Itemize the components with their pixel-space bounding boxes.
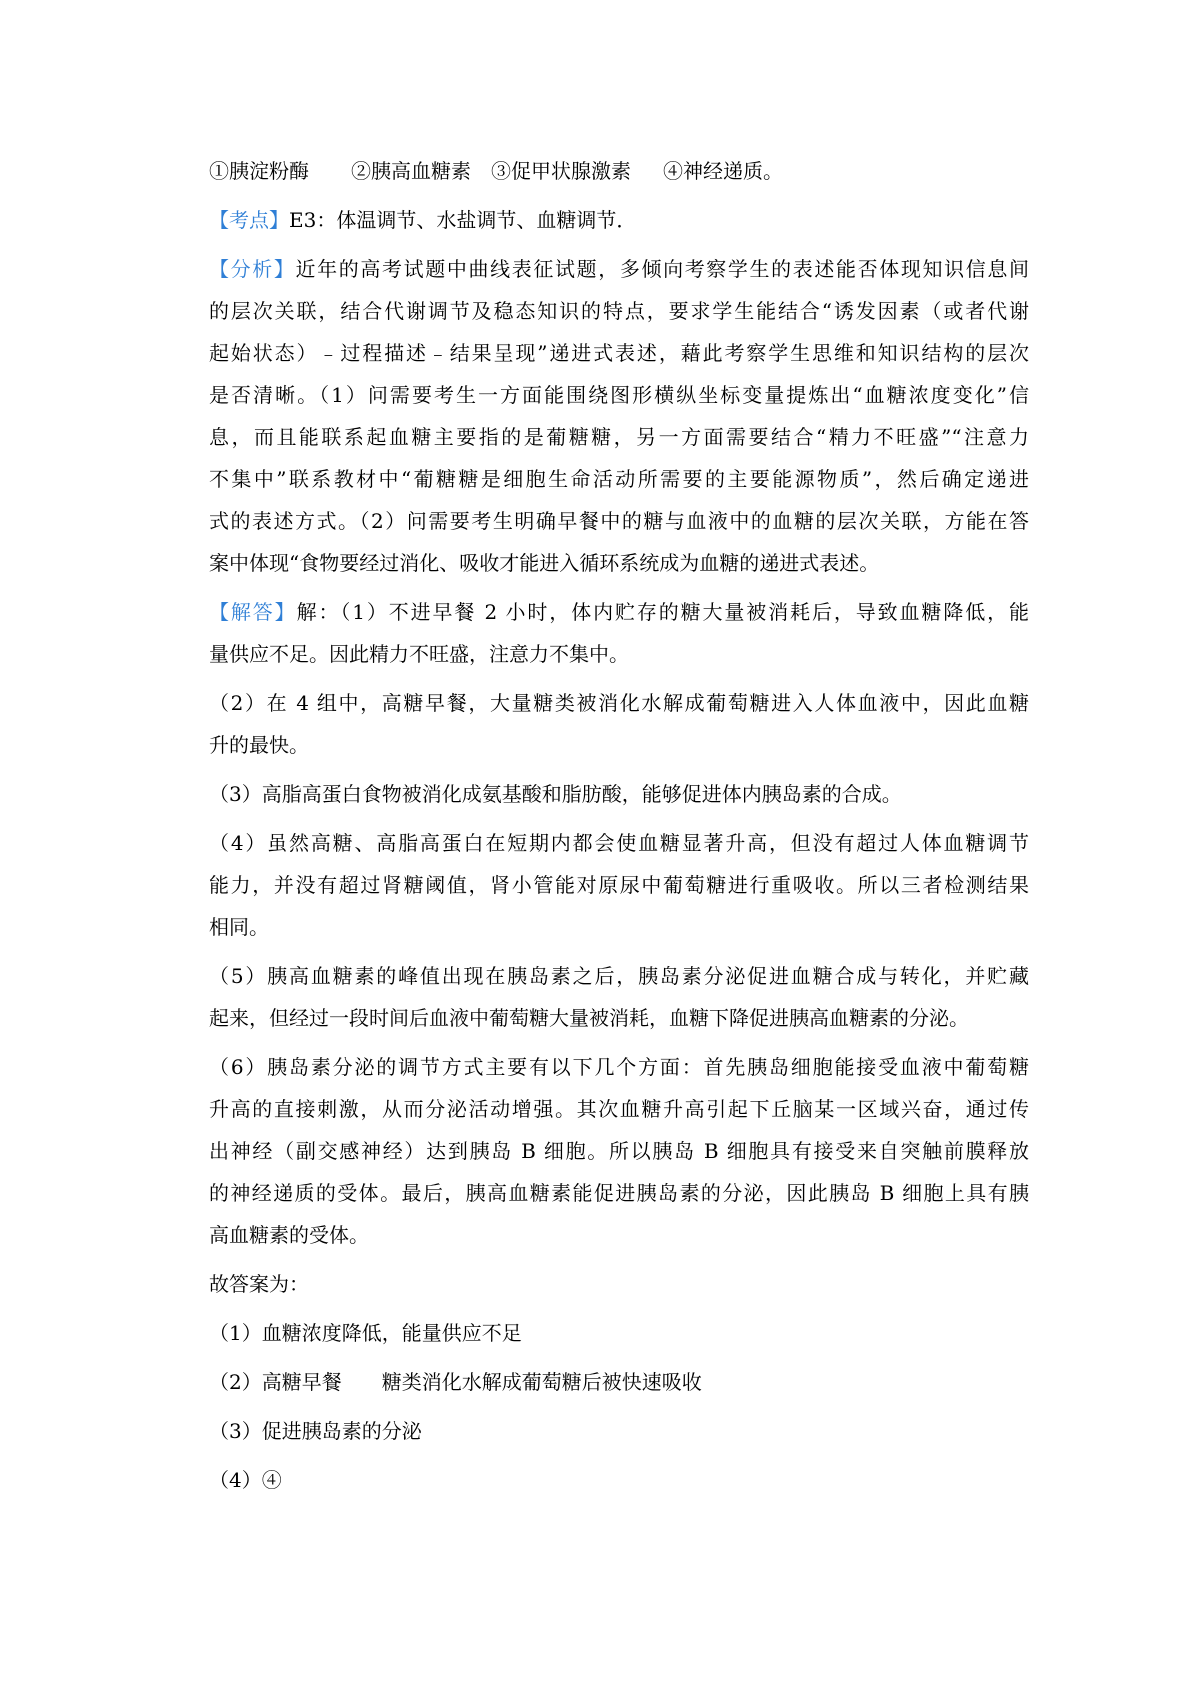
answer-3: （3）促进胰岛素的分泌 (209, 1419, 422, 1443)
option-2: ②胰高血糖素 (351, 159, 471, 183)
jieda-line: 升高的直接刺激，从而分泌活动增强。其次血糖升高引起下丘脑某一区域兴奋，通过传 (209, 1097, 1029, 1121)
jieda-label: 【解答】 (209, 600, 297, 624)
jieda-paragraph-6 (209, 1046, 1029, 1256)
kaodian-line (209, 199, 1029, 241)
jieda-line: （5）胰高血糖素的峰值出现在胰岛素之后，胰岛素分泌促进血糖合成与转化，并贮藏 (209, 964, 1029, 988)
kaodian-label: 【考点】 (209, 208, 289, 232)
jieda-line: 升的最快。 (209, 733, 309, 757)
jieda-line: （3）高脂高蛋白食物被消化成氨基酸和脂肪酸，能够促进体内胰岛素的合成。 (209, 782, 902, 806)
fenxi-label: 【分析】 (209, 257, 296, 281)
answer-1: （1）血糖浓度降低，能量供应不足 (209, 1321, 522, 1345)
jieda-paragraph-2 (209, 682, 1029, 766)
kaodian-text: E3：体温调节、水盐调节、血糖调节． (289, 208, 637, 232)
answer-2-part-1: （2）高糖早餐 (209, 1370, 342, 1394)
kaodian-block (209, 199, 1029, 241)
answer-4: （4）④ (209, 1468, 282, 1492)
jieda-line: 出神经（副交感神经）达到胰岛 B 细胞。所以胰岛 B 细胞具有接受来自突触前膜释放 (209, 1139, 1029, 1163)
answer-3-block (209, 1410, 1029, 1452)
fenxi-line: 的层次关联，结合代谢调节及稳态知识的特点，要求学生能结合“诱发因素（或者代谢 (209, 299, 1029, 323)
fenxi-line: 起始状态）﹣过程描述﹣结果呈现”递进式表述，藉此考察学生思维和知识结构的层次 (209, 341, 1029, 365)
fenxi-block (209, 248, 1029, 584)
jieda-paragraph-3 (209, 773, 1029, 815)
jieda-paragraph-1 (209, 591, 1029, 675)
options-line (209, 150, 1029, 192)
answer-heading-block (209, 1263, 1029, 1305)
fenxi-line: 案中体现“食物要经过消化、吸收才能进入循环系统成为血糖的递进式表述。 (209, 551, 880, 575)
jieda-line: 能力，并没有超过肾糖阈值，肾小管能对原尿中葡萄糖进行重吸收。所以三者检测结果 (209, 873, 1029, 897)
jieda-line: 相同。 (209, 915, 269, 939)
jieda-line: （2）在 4 组中，高糖早餐，大量糖类被消化水解成葡萄糖进入人体血液中，因此血糖 (209, 691, 1029, 715)
answer-2-part-2: 糖类消化水解成葡萄糖后被快速吸收 (381, 1370, 702, 1394)
jieda-line: （4）虽然高糖、高脂高蛋白在短期内都会使血糖显著升高，但没有超过人体血糖调节 (209, 831, 1029, 855)
jieda-line: 量供应不足。因此精力不旺盛，注意力不集中。 (209, 642, 629, 666)
fenxi-line: 息，而且能联系起血糖主要指的是葡糖糖，另一方面需要结合“精力不旺盛”“注意力 (209, 425, 1029, 449)
fenxi-line: 式的表述方式。（2）问需要考生明确早餐中的糖与血液中的血糖的层次关联，方能在答 (209, 509, 1029, 533)
fenxi-line: 不集中”联系教材中“葡糖糖是细胞生命活动所需要的主要能源物质”，然后确定递进 (209, 467, 1029, 491)
option-1: ①胰淀粉酶 (209, 159, 309, 183)
answer-1-block (209, 1312, 1029, 1354)
fenxi-line: 【分析】近年的高考试题中曲线表征试题，多倾向考察学生的表述能否体现知识信息间 (209, 257, 1030, 281)
fenxi-line: 是否清晰。（1）问需要考生一方面能围绕图形横纵坐标变量提炼出“血糖浓度变化”信 (209, 383, 1029, 407)
jieda-line: 高血糖素的受体。 (209, 1223, 369, 1247)
answer-2 (209, 1361, 1029, 1403)
jieda-line: 的神经递质的受体。最后，胰高血糖素能促进胰岛素的分泌，因此胰岛 B 细胞上具有胰 (209, 1181, 1029, 1205)
option-3: ③促甲状腺激素 (491, 159, 631, 183)
answer-4-block (209, 1459, 1029, 1501)
answer-2-block (209, 1361, 1029, 1403)
option-4: ④神经递质。 (663, 159, 783, 183)
answer-heading: 故答案为： (209, 1272, 309, 1296)
document-page (209, 150, 1029, 1508)
jieda-line: （6）胰岛素分泌的调节方式主要有以下几个方面：首先胰岛细胞能接受血液中葡萄糖 (209, 1055, 1029, 1079)
jieda-line: 【解答】解：（1）不进早餐 2 小时，体内贮存的糖大量被消耗后，导致血糖降低，能 (209, 600, 1029, 624)
jieda-paragraph-5 (209, 955, 1029, 1039)
jieda-paragraph-4 (209, 822, 1029, 948)
options-block (209, 150, 1029, 192)
jieda-line: 起来，但经过一段时间后血液中葡萄糖大量被消耗，血糖下降促进胰高血糖素的分泌。 (209, 1006, 969, 1030)
